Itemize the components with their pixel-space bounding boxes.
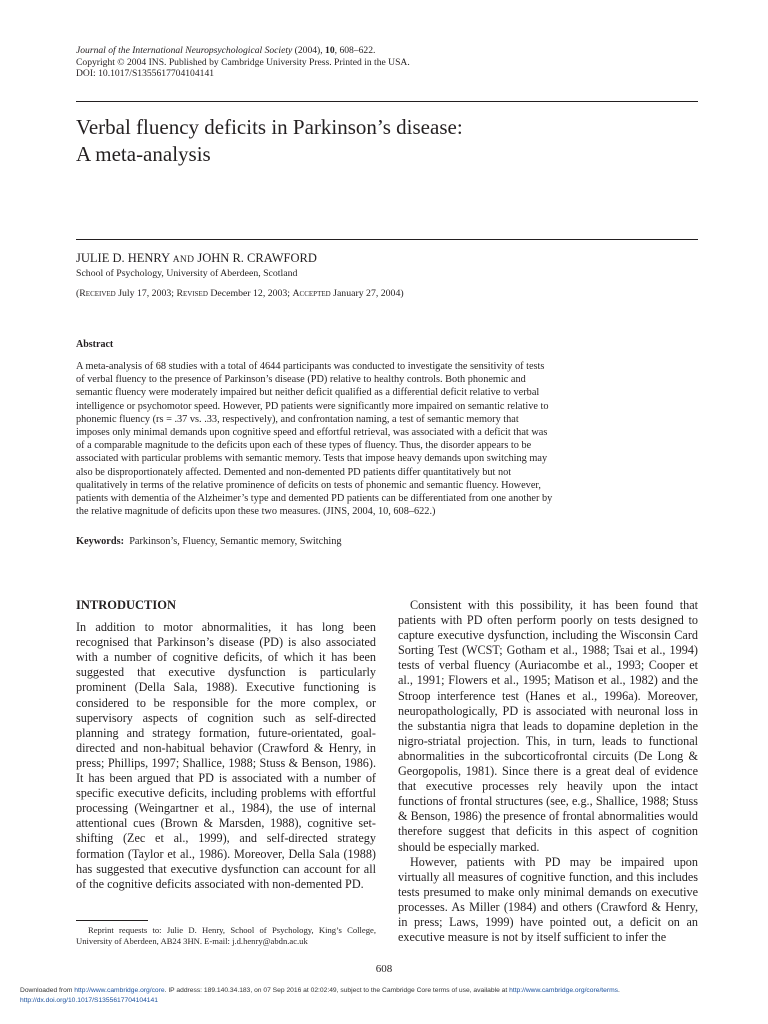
journal-year: (2004),: [292, 45, 326, 56]
abstract-line: patients with dementia of the Alzheimer’s type and demented PD patients can be differentiated from one another by: [76, 493, 553, 505]
body-paragraph: In addition to motor abnormalities, it has long been recognised that Parkinson’s disease (PD) is also associated with a number of cognitive deficits, of which it has been suggested that executive dysfunction is particularly prominent (Della Sala, 1988). Executive functioning is considered to be responsible for the more complex, or supervisory aspects of cognition such as self-directed planning and strategy formation, future-orientated, goal-directed and non-habitual behavior (Crawford & Henry, in press; Phillips, 1997; Shallice, 1988; Stuss & Benson, 1986). It has been argued that PD is associated with a number of specific executive deficits, including problems with effortful processing (Weingartner et al., 1984), the use of internal attentional cues (Brown & Marsden, 1988), cognitive set-shifting (Zec et al., 1999), and self-directed strategy formation (Taylor et al., 1986). Moreover, Della Sala (1988) has suggested that executive dysfunction can account for all of the cognitive deficits associated with non-demented PD.: [76, 620, 376, 891]
author-line: [76, 251, 696, 266]
revised-label: Revised: [176, 288, 208, 299]
doi-line: DOI: 10.1017/S1355617704104141: [76, 68, 215, 79]
author-name: JOHN R. CRAWFORD: [197, 251, 317, 265]
download-notice: Downloaded from http://www.cambridge.org/core. IP address: 189.140.34.183, on 07 Sep 2016 at 02:02:49, subject to the Cambridge Core terms of use, available at http://www.cambridge.org/core/terms. http://dx.doi.org/10.1017/S1355617704104141: [20, 987, 620, 1004]
terms-link[interactable]: http://www.cambridge.org/core/terms: [509, 987, 619, 994]
author-conjunction: AND: [172, 255, 195, 265]
copyright-line: Copyright © 2004 INS. Published by Cambridge University Press. Printed in the USA.: [76, 56, 410, 68]
abstract-line: A meta-analysis of 68 studies with a total of 4644 participants was conducted to investigate the sensitivity of tests: [76, 361, 545, 372]
abstract-line: phonemic fluency (rs = .37 vs. .33, respectively), and confrontation naming, a test of semantic memory that: [76, 413, 519, 425]
submission-dates: (Received July 17, 2003; Revised December 12, 2003; Accepted January 27, 2004): [76, 288, 404, 299]
journal-volume: 10: [325, 45, 335, 56]
abstract-line: semantic fluency were moderately impaired but neither deficit qualified as a differential deficit relative to verbal: [76, 387, 540, 399]
journal-pages: , 608–622.: [334, 45, 376, 56]
received-date: July 17, 2003;: [115, 288, 177, 299]
received-label: Received: [79, 288, 116, 299]
accepted-date: January 27, 2004): [330, 288, 404, 299]
title-line-2: A meta-analysis: [76, 142, 211, 166]
affiliation: School of Psychology, University of Aberdeen, Scotland: [76, 268, 298, 279]
abstract-line: intelligence or psychomotor speed. However, PD patients were significantly more impaired on semantic relative to: [76, 400, 549, 412]
accepted-label: Accepted: [292, 288, 331, 299]
header-divider: [76, 101, 698, 102]
doi-link[interactable]: http://dx.doi.org/10.1017/S1355617704104141: [20, 997, 158, 1004]
body-paragraph: However, patients with PD may be impaired upon virtually all measures of cognitive function, and this includes tests presumed to make only minimal demands on executive processes. As Miller (1984) and others (Crawford & Henry, in press; Laws, 1999) have pointed out, a deficit on an executive measure is not by itself sufficient to infer the: [398, 854, 698, 945]
abstract-heading: Abstract: [76, 339, 114, 350]
abstract-line: associated with particular problems with semantic memory. Tests that impose heavy demands upon switching may: [76, 453, 548, 465]
abstract-body: [76, 360, 696, 518]
title-line-1: Verbal fluency deficits in Parkinson’s disease:: [76, 115, 463, 139]
footnote-divider: [76, 920, 148, 921]
keywords: [76, 536, 696, 547]
abstract-line: the relative magnitude of deficits upon these two measures. (JINS, 2004, 10, 608–622.): [76, 506, 436, 518]
journal-name: Journal of the International Neuropsychological Society: [76, 45, 293, 56]
section-heading: INTRODUCTION: [76, 598, 177, 612]
abstract-line: qualitatively in terms of the relative prominence of deficits on tests of phonemic and semantic fluency. However,: [76, 479, 541, 491]
right-column: [398, 598, 698, 945]
author-name: JULIE D. HENRY: [76, 251, 170, 265]
title-divider: [76, 239, 698, 240]
journal-header: [76, 45, 696, 80]
abstract-line: imposes only minimal demands upon cognitive speed and effortful retrieval, was associated with a deficit that was: [76, 427, 548, 439]
page-number: 608: [375, 963, 393, 975]
citation-line: [76, 45, 696, 57]
abstract-line: also be disproportionately affected. Demented and non-demented PD patients differ quantitatively but not: [76, 466, 512, 478]
abstract-line: of a comparable magnitude to the deficits upon each of these types of fluency. Thus, the disorder appears to be: [76, 440, 532, 452]
body-paragraph: Consistent with this possibility, it has been found that patients with PD often perform poorly on tests designed to capture executive dysfunction, including the Wisconsin Card Sorting Test (WCST; Gotham et al., 1988; Tsai et al., 1994) tests of verbal fluency (Auriacombe et al., 1993; Cooper et al., 1991; Flowers et al., 1995; Matison et al., 1982) and the Stroop interference test (Hanes et al., 1996a). Moreover, neuropathologically, PD is associated with neuronal loss in the substantia nigra that leads to dopamine depletion in the nigro-striatal projection. This, in turn, leads to functional abnormalities in the subcorticofrontal circuits (De Long & Georgopolis, 1981). Since there is a great deal of evidence that executive processes rely heavily upon the intact functions of frontal structures (see, e.g., Shallice, 1988; Stuss & Benson, 1986) the presence of frontal abnormalities would therefore suggest that deficits in this aspect of cognition should be especially marked.: [398, 598, 698, 854]
keywords-text: Parkinson’s, Fluency, Semantic memory, Switching: [129, 536, 342, 547]
revised-date: December 12, 2003;: [207, 288, 293, 299]
article-title: [76, 114, 696, 168]
reprint-footnote: Reprint requests to: Julie D. Henry, School of Psychology, King’s College, University of Aberdeen, AB24 3HN. E-mail: j.d.henry@abdn.ac.uk: [76, 925, 376, 946]
keywords-label: Keywords:: [76, 536, 125, 547]
left-column: [76, 598, 376, 892]
cambridge-core-link[interactable]: http://www.cambridge.org/core: [74, 987, 165, 994]
abstract-line: of verbal fluency to the presence of Parkinson’s disease (PD) relative to healthy controls. Both phonemic and: [76, 374, 526, 386]
